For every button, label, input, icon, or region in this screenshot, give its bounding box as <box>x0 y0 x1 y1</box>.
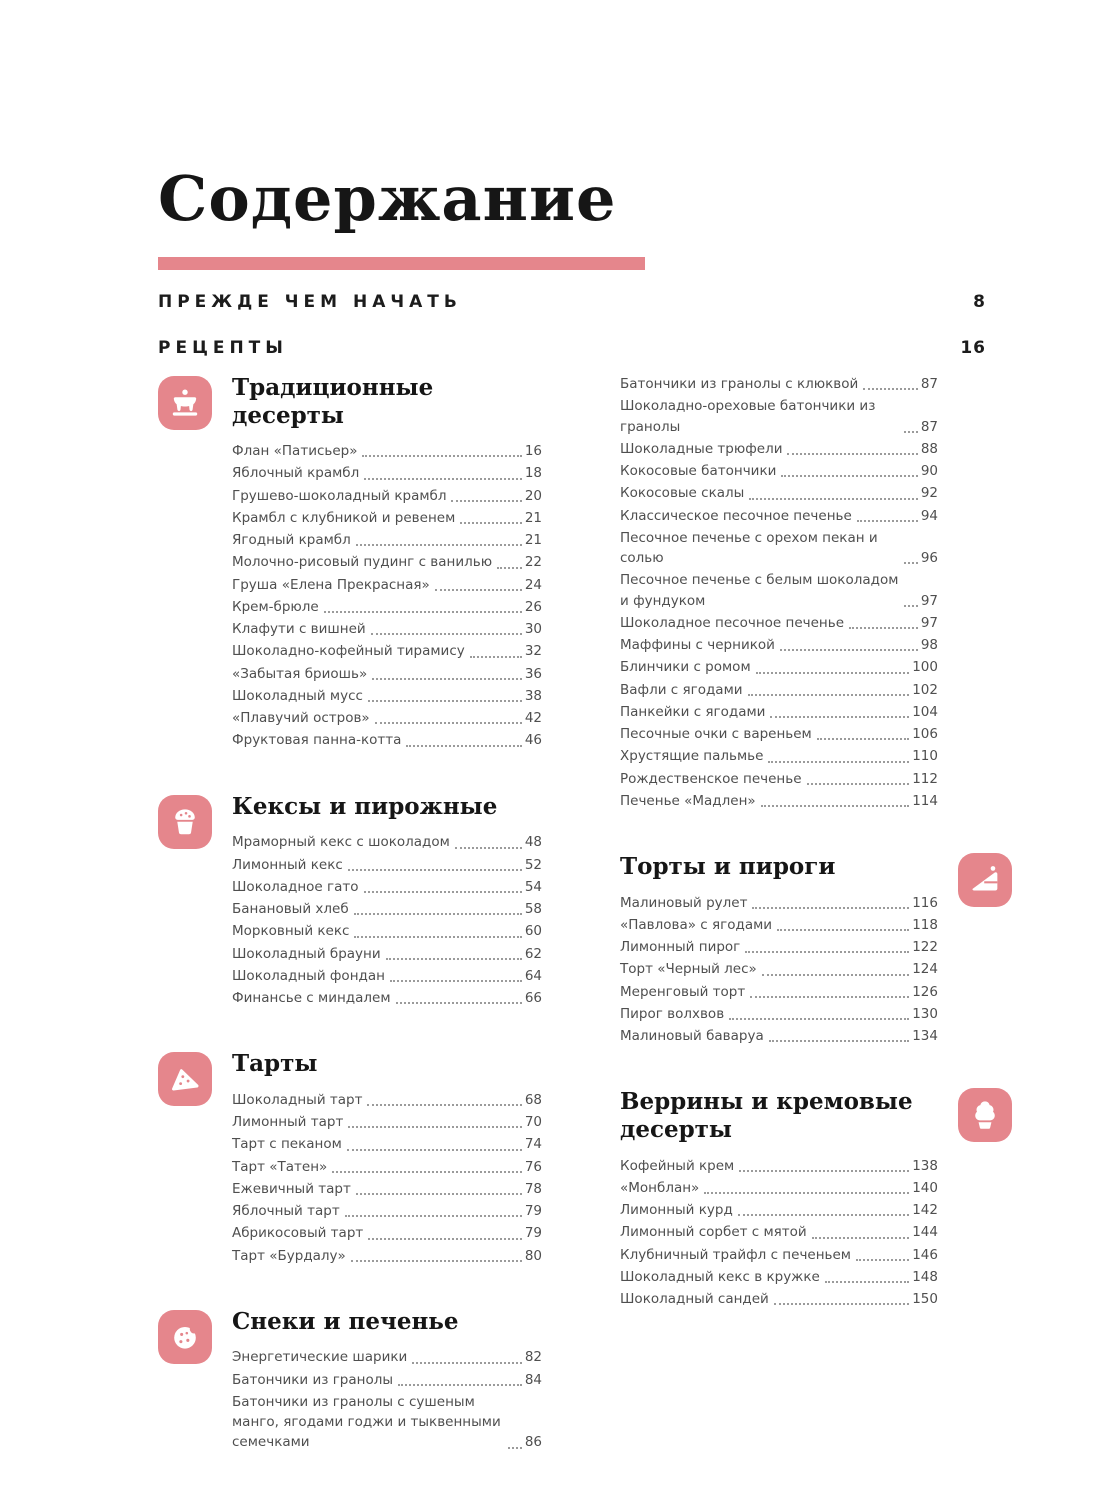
toc-entry <box>232 597 542 617</box>
toc-entry <box>232 708 542 728</box>
dotted-leader <box>863 388 918 390</box>
dotted-leader <box>761 805 910 807</box>
cream-dessert-icon <box>958 1088 1012 1142</box>
entry-label: Флан «Патисьер» <box>232 443 358 460</box>
toc-top-label: ПРЕЖДЕ ЧЕМ НАЧАТЬ <box>158 292 462 312</box>
dotted-leader <box>356 544 522 546</box>
dotted-leader <box>857 520 918 522</box>
dotted-leader <box>372 678 522 680</box>
dotted-leader <box>368 700 522 702</box>
toc-entry <box>232 575 542 595</box>
entry-page-number: 104 <box>912 703 938 720</box>
dotted-leader <box>704 1192 909 1194</box>
toc-entry <box>232 664 542 684</box>
entry-label: Лимонный пирог <box>620 939 741 956</box>
toc-entry <box>232 1134 542 1154</box>
entry-page-number: 114 <box>912 792 938 809</box>
entry-page-number: 88 <box>920 440 938 457</box>
dotted-leader <box>768 761 909 763</box>
entry-label: Шоколадно-кофейный тирамису <box>232 643 465 660</box>
entry-label: Батончики из гранолы с клюквой <box>620 376 859 392</box>
section-title: Традиционные десерты <box>232 374 434 429</box>
toc-entry <box>620 1178 938 1198</box>
dotted-leader <box>807 783 910 785</box>
toc-entry <box>620 724 938 744</box>
entry-page-number: 58 <box>524 901 542 918</box>
entry-label: Песочные очки с вареньем <box>620 726 812 742</box>
toc-entry <box>620 613 938 633</box>
entry-page-number: 140 <box>912 1179 938 1196</box>
toc-entry <box>232 988 542 1008</box>
entry-label: Лимонный курд <box>620 1202 733 1219</box>
entry-page-number: 150 <box>912 1291 938 1308</box>
toc-entry <box>232 1370 542 1390</box>
toc-entry <box>232 1157 542 1177</box>
entry-page-number: 46 <box>524 732 542 749</box>
entry-label: Кокосовые скалы <box>620 485 745 502</box>
entry-label: «Павлова» с ягодами <box>620 916 773 933</box>
entry-label: Тарт «Татен» <box>232 1158 328 1175</box>
entry-label: Шоколадное песочное печенье <box>620 614 845 631</box>
entry-label: Клафути с вишней <box>232 621 366 638</box>
entry-label: Торт «Черный лес» <box>620 961 757 978</box>
entry-page-number: 130 <box>912 1005 938 1022</box>
toc-entry <box>620 769 938 789</box>
toc-entry <box>620 915 938 935</box>
cookie-icon <box>158 1310 212 1364</box>
cake-slice-icon <box>958 853 1012 907</box>
entry-page-number: 92 <box>920 485 938 502</box>
toc-entry <box>620 1289 938 1309</box>
entry-label: Шоколадный фондан <box>232 967 385 984</box>
dotted-leader <box>390 980 522 982</box>
toc-entry <box>620 1267 938 1287</box>
entry-label: Лимонный кекс <box>232 856 343 873</box>
entry-label: Яблочный тарт <box>232 1203 340 1220</box>
dotted-leader <box>354 913 522 915</box>
entry-label: Кофейный крем <box>620 1157 735 1174</box>
entry-label: Яблочный крамбл <box>232 465 360 482</box>
entry-label: Шоколадный брауни <box>232 945 381 962</box>
dotted-leader <box>375 722 522 724</box>
entry-page-number: 76 <box>524 1158 542 1175</box>
toc-entry <box>232 921 542 941</box>
dotted-leader <box>904 562 918 564</box>
dotted-leader <box>345 1215 522 1217</box>
toc-entry <box>232 855 542 875</box>
toc-entry <box>620 461 938 481</box>
entry-label: Классическое песочное печенье <box>620 507 852 524</box>
toc-entry <box>620 439 938 459</box>
entry-label: Банановый хлеб <box>232 901 349 918</box>
entry-label: Шоколадный кекс в кружке <box>620 1268 820 1285</box>
dotted-leader <box>849 627 918 629</box>
entry-page-number: 78 <box>524 1180 542 1197</box>
entry-page-number: 98 <box>920 637 938 653</box>
dotted-leader <box>817 738 909 740</box>
dotted-leader <box>750 996 909 998</box>
dotted-leader <box>435 589 522 591</box>
dotted-leader <box>455 847 522 849</box>
entry-page-number: 24 <box>524 576 542 593</box>
entry-page-number: 64 <box>524 967 542 984</box>
toc-entry <box>232 966 542 986</box>
dotted-leader <box>748 694 910 696</box>
entry-page-number: 79 <box>524 1203 542 1220</box>
dotted-leader <box>508 1447 522 1449</box>
entry-label: Крамбл с клубникой и ревенем <box>232 509 456 526</box>
dotted-leader <box>386 958 522 960</box>
dotted-leader <box>739 1170 909 1172</box>
entry-label: Батончики из гранолы <box>232 1371 394 1388</box>
dotted-leader <box>738 1214 909 1216</box>
toc-entry <box>620 937 938 957</box>
entry-page-number: 94 <box>920 507 938 524</box>
entry-page-number: 144 <box>912 1224 938 1241</box>
entry-page-number: 112 <box>912 770 938 787</box>
dotted-leader <box>904 605 918 607</box>
entry-label: «Монблан» <box>620 1179 700 1196</box>
toc-entry <box>232 1179 542 1199</box>
toc-entry <box>232 552 542 572</box>
entry-label: «Плавучий остров» <box>232 710 370 727</box>
entry-page-number: 18 <box>524 465 542 482</box>
dotted-leader <box>354 936 521 938</box>
entry-page-number: 142 <box>912 1202 938 1219</box>
entry-label: Песочное печенье с орехом пекан и солью <box>620 529 878 566</box>
entry-page-number: 96 <box>920 550 938 566</box>
toc-entry <box>232 1090 542 1110</box>
dotted-leader <box>351 1260 522 1262</box>
entry-page-number: 84 <box>524 1371 542 1388</box>
entry-page-number: 100 <box>912 659 938 676</box>
dotted-leader <box>825 1281 909 1283</box>
toc-entry <box>232 944 542 964</box>
toc-entry <box>232 1347 542 1367</box>
toc-section <box>620 1088 938 1309</box>
dotted-leader <box>364 478 522 480</box>
toc-entry <box>620 396 938 437</box>
entry-label: Хрустящие пальмье <box>620 748 764 765</box>
entry-label: Клубничный трайфл с печеньем <box>620 1246 851 1263</box>
entry-page-number: 16 <box>524 443 542 460</box>
toc-entry <box>620 374 938 394</box>
toc-top-entry <box>158 292 986 312</box>
toc-entry <box>232 877 542 897</box>
entry-page-number: 79 <box>524 1225 542 1242</box>
dotted-leader <box>787 453 917 455</box>
dotted-leader <box>904 431 918 433</box>
toc-entry <box>620 1026 938 1046</box>
entry-label: Маффины с черникой <box>620 637 775 653</box>
dotted-leader <box>460 522 522 524</box>
toc-entry <box>232 486 542 506</box>
entry-label: Тарт с пеканом <box>232 1136 342 1153</box>
entry-label: Мраморный кекс с шоколадом <box>232 834 450 851</box>
toc-entry <box>232 508 542 528</box>
entry-label: Шоколадно-ореховые батончики из гранолы <box>620 398 876 435</box>
entry-page-number: 20 <box>524 487 542 504</box>
dotted-leader <box>356 1193 522 1195</box>
entry-label: Молочно-рисовый пудинг с ванилью <box>232 554 493 571</box>
entry-page-number: 62 <box>524 945 542 962</box>
entry-page-number: 32 <box>524 643 542 660</box>
entry-page-number: 21 <box>524 532 542 549</box>
entry-page-number: 97 <box>920 592 938 609</box>
dotted-leader <box>368 1238 522 1240</box>
entry-page-number: 52 <box>524 856 542 873</box>
dotted-leader <box>756 672 910 674</box>
toc-top-entry <box>158 338 986 358</box>
entry-page-number: 124 <box>912 961 938 978</box>
entry-label: Абрикосовый тарт <box>232 1225 364 1242</box>
entry-page-number: 26 <box>524 598 542 615</box>
entry-page-number: 102 <box>912 681 938 698</box>
toc-entry <box>232 641 542 661</box>
entry-label: Крем-брюле <box>232 598 319 615</box>
dotted-leader <box>406 745 521 747</box>
entry-page-number: 116 <box>912 894 938 911</box>
section-entries <box>232 441 542 751</box>
entry-page-number: 134 <box>912 1028 938 1045</box>
entry-page-number: 90 <box>920 463 938 479</box>
toc-entry <box>620 959 938 979</box>
entry-label: Панкейки с ягодами <box>620 703 766 720</box>
toc-entry <box>620 1156 938 1176</box>
entry-page-number: 48 <box>524 834 542 851</box>
dotted-leader <box>729 1018 909 1020</box>
pudding-icon <box>158 376 212 430</box>
dotted-leader <box>396 1002 522 1004</box>
entry-page-number: 68 <box>524 1091 542 1108</box>
entry-label: Вафли с ягодами <box>620 681 743 698</box>
dotted-leader <box>371 633 522 635</box>
section-title: Кексы и пирожные <box>232 792 498 820</box>
toc-entry <box>620 528 938 569</box>
entry-page-number: 38 <box>524 687 542 704</box>
dotted-leader <box>398 1384 522 1386</box>
entry-page-number: 97 <box>920 614 938 631</box>
entry-page-number: 66 <box>524 990 542 1007</box>
dotted-leader <box>324 611 522 613</box>
toc-top-page-number: 8 <box>973 292 986 312</box>
entry-label: Энергетические шарики <box>232 1349 408 1366</box>
section-entries <box>232 832 542 1008</box>
entry-label: Лимонный тарт <box>232 1114 344 1131</box>
entry-label: Меренговый торт <box>620 983 746 1000</box>
entry-page-number: 54 <box>524 878 542 895</box>
entry-label: Финансье с миндалем <box>232 990 391 1007</box>
toc-entry <box>232 686 542 706</box>
entry-label: Ежевичный тарт <box>232 1180 351 1197</box>
toc-entry <box>232 1246 542 1266</box>
entry-page-number: 87 <box>920 418 938 435</box>
entry-label: Лимонный сорбет с мятой <box>620 1224 807 1241</box>
section-title: Веррины и кремовые десерты <box>620 1088 913 1143</box>
entry-page-number: 21 <box>524 509 542 526</box>
entry-page-number: 60 <box>524 923 542 940</box>
toc-entry <box>232 619 542 639</box>
toc-entry <box>232 730 542 750</box>
entry-page-number: 118 <box>912 916 938 933</box>
entry-label: Рождественское печенье <box>620 770 802 787</box>
accent-bar <box>158 257 645 270</box>
entry-page-number: 126 <box>912 983 938 1000</box>
section-entries <box>232 1090 542 1266</box>
toc-entry <box>620 483 938 503</box>
toc-entry <box>620 982 938 1002</box>
entry-label: Шоколадный сандей <box>620 1291 769 1308</box>
dotted-leader <box>745 951 909 953</box>
toc-column-right <box>620 374 938 1351</box>
entry-label: Морковный кекс <box>232 923 350 940</box>
toc-top-page-number: 16 <box>960 338 986 358</box>
section-entries <box>232 1347 542 1452</box>
toc-entry <box>620 1004 938 1024</box>
dotted-leader <box>762 974 909 976</box>
entry-label: Малиновый баваруа <box>620 1028 764 1045</box>
entry-label: Кокосовые батончики <box>620 463 777 479</box>
entry-label: Блинчики с ромом <box>620 659 751 676</box>
entry-label: Грушево-шоколадный крамбл <box>232 487 447 504</box>
entry-page-number: 42 <box>524 710 542 727</box>
entry-page-number: 86 <box>524 1434 542 1451</box>
toc-entry <box>620 1222 938 1242</box>
entry-page-number: 30 <box>524 621 542 638</box>
dotted-leader <box>777 929 909 931</box>
toc-entry <box>620 702 938 722</box>
entry-page-number: 106 <box>912 726 938 742</box>
section-title: Торты и пироги <box>620 853 836 880</box>
entry-label: Малиновый рулет <box>620 894 748 911</box>
dotted-leader <box>769 1040 909 1042</box>
dotted-leader <box>752 907 909 909</box>
entry-page-number: 138 <box>912 1157 938 1174</box>
tart-icon <box>158 1052 212 1106</box>
dotted-leader <box>362 455 521 457</box>
toc-section <box>620 853 938 1046</box>
dotted-leader <box>348 1126 521 1128</box>
dotted-leader <box>364 891 522 893</box>
toc-entry <box>232 832 542 852</box>
toc-entry <box>620 680 938 700</box>
entry-label: Батончики из гранолы с сушеным манго, ягодами годжи и тыквенными семечками <box>232 1393 501 1451</box>
toc-top-label: РЕЦЕПТЫ <box>158 338 288 358</box>
toc-column-left <box>158 374 542 1495</box>
toc-entry <box>232 463 542 483</box>
toc-top-entries <box>158 292 986 384</box>
entry-page-number: 148 <box>912 1268 938 1285</box>
entry-label: Шоколадный мусс <box>232 687 363 704</box>
section-title: Тарты <box>232 1050 318 1078</box>
dotted-leader <box>856 1259 909 1261</box>
entry-page-number: 122 <box>912 939 938 956</box>
dotted-leader <box>774 1303 909 1305</box>
entry-label: Печенье «Мадлен» <box>620 792 756 809</box>
toc-section <box>158 1050 542 1266</box>
toc-entry <box>620 570 938 611</box>
page-title: Содержание <box>158 162 617 235</box>
dotted-leader <box>470 656 522 658</box>
toc-entry <box>620 746 938 766</box>
toc-entry <box>232 530 542 550</box>
toc-entry <box>232 899 542 919</box>
entry-page-number: 87 <box>920 376 938 392</box>
entry-label: Пирог волхвов <box>620 1005 725 1022</box>
section-entries <box>620 374 938 811</box>
entry-label: Фруктовая панна-котта <box>232 732 402 749</box>
toc-entry <box>620 1200 938 1220</box>
toc-entry <box>620 657 938 677</box>
entry-page-number: 80 <box>524 1247 542 1264</box>
entry-page-number: 36 <box>524 665 542 682</box>
entry-page-number: 146 <box>912 1246 938 1263</box>
entry-page-number: 22 <box>524 554 542 571</box>
section-entries <box>620 1156 938 1310</box>
toc-entry <box>232 1112 542 1132</box>
toc-section <box>158 793 542 1009</box>
dotted-leader <box>348 869 522 871</box>
entry-label: Шоколадный тарт <box>232 1091 363 1108</box>
entry-label: Шоколадные трюфели <box>620 440 783 457</box>
entry-label: Груша «Елена Прекрасная» <box>232 576 430 593</box>
toc-entry <box>232 1201 542 1221</box>
entry-label: Ягодный крамбл <box>232 532 351 549</box>
dotted-leader <box>451 500 521 502</box>
dotted-leader <box>412 1362 522 1364</box>
dotted-leader <box>332 1171 522 1173</box>
entry-label: Шоколадное гато <box>232 878 359 895</box>
entry-page-number: 110 <box>912 748 938 765</box>
toc-entry <box>620 893 938 913</box>
toc-entry <box>620 506 938 526</box>
entry-label: Тарт «Бурдалу» <box>232 1247 346 1264</box>
toc-entry <box>232 1223 542 1243</box>
entry-page-number: 74 <box>524 1136 542 1153</box>
dotted-leader <box>347 1149 522 1151</box>
dotted-leader <box>780 649 918 651</box>
entry-label: «Забытая бриошь» <box>232 665 368 682</box>
dotted-leader <box>497 567 522 569</box>
dotted-leader <box>749 498 918 500</box>
toc-section <box>158 374 542 751</box>
dotted-leader <box>770 716 909 718</box>
toc-entry <box>232 441 542 461</box>
toc-section <box>158 1308 542 1453</box>
dotted-leader <box>367 1104 521 1106</box>
dotted-leader <box>812 1237 910 1239</box>
muffin-icon <box>158 795 212 849</box>
toc-entry <box>232 1392 542 1453</box>
section-entries <box>620 893 938 1047</box>
toc-entry <box>620 791 938 811</box>
entry-page-number: 82 <box>524 1349 542 1366</box>
section-title: Снеки и печенье <box>232 1307 459 1335</box>
entry-label: Песочное печенье с белым шоколадом и фундуком <box>620 572 899 609</box>
toc-entry <box>620 635 938 655</box>
entry-page-number: 70 <box>524 1114 542 1131</box>
toc-section <box>620 374 938 811</box>
dotted-leader <box>781 475 917 477</box>
toc-entry <box>620 1245 938 1265</box>
